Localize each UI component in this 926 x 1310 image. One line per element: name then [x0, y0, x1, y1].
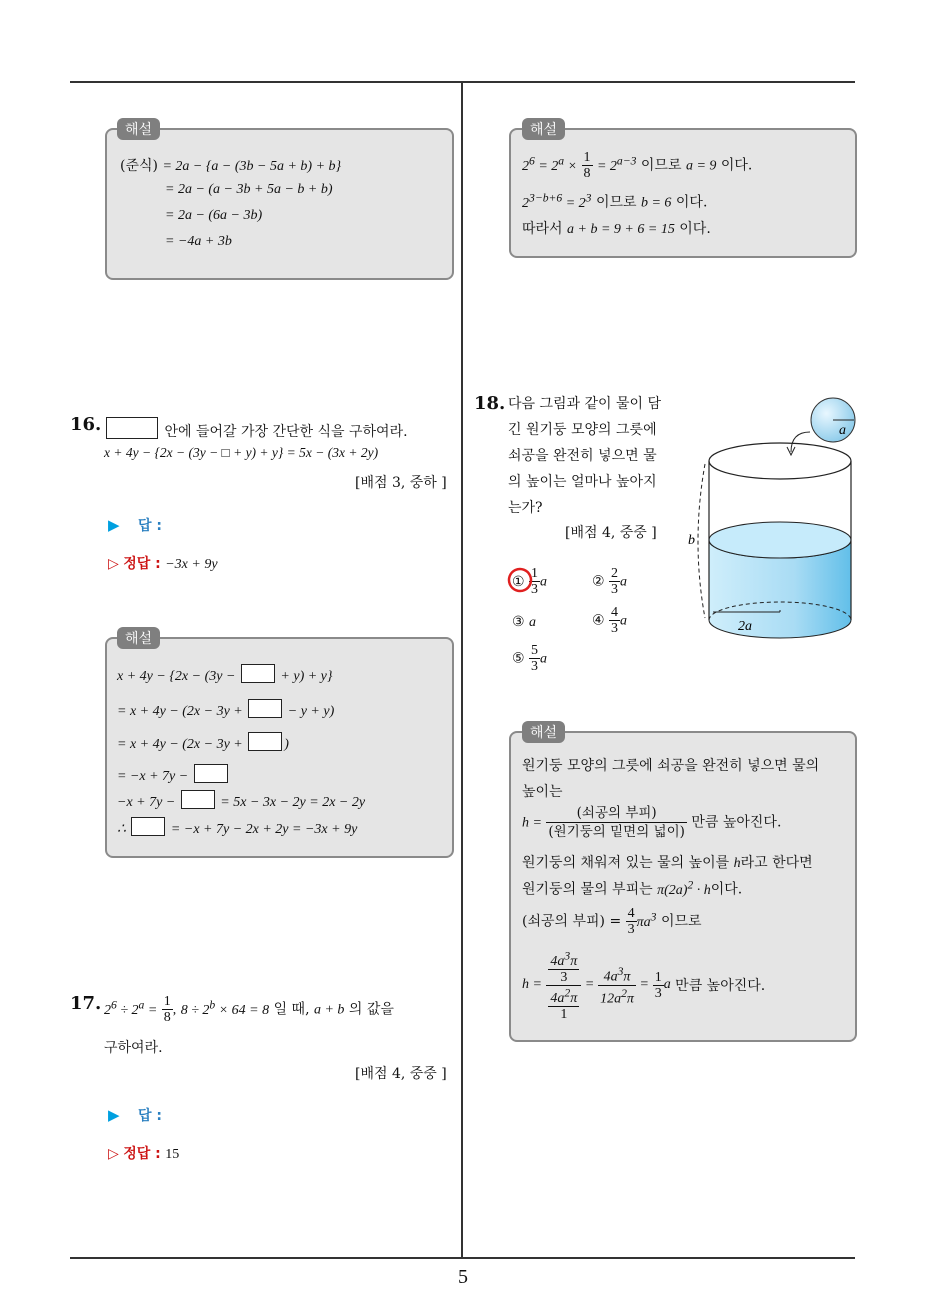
- question-equation: x + 4y − {2x − (3y − □ + y) + y} = 5x − (3x + 2y): [104, 445, 379, 460]
- solution-line: $2^{3-b+6} = 2^3$ 이므로 b = 6 이다.: [522, 191, 708, 211]
- solution-line: (준식) = 2a − {a − (3b − 5a + b) + b}: [120, 158, 342, 174]
- choice-4[interactable]: ④ $\frac{4}{3}$ a: [592, 605, 628, 636]
- solution-line: = 2a − (a − 3b + 5a − b + b): [165, 182, 333, 197]
- solution-line: −x + 7y − = 5x − 3x − 2y = 2x − 2y: [117, 790, 365, 811]
- solution-tag: 해설: [522, 721, 565, 743]
- triangle-icon: ▷: [108, 1146, 119, 1162]
- question-text: 다음 그림과 같이 물이 담 긴 원기둥 모양의 그릇에 쇠공을 완전히 넣으면 물 의 높이는 얼마나 높아지 는가?: [508, 396, 662, 516]
- solution-line: 원기둥 모양의 그릇에 쇠공을 완전히 넣으면 물의: [522, 758, 820, 774]
- arrow-icon: ▶: [108, 516, 120, 534]
- arrow-icon: ▶: [108, 1106, 120, 1124]
- solution-prefix: (준식): [120, 158, 158, 174]
- bottom-rule: [70, 1257, 855, 1259]
- answer-row: ▶ 답 :: [108, 1106, 162, 1124]
- solution-line: ∴ = −x + 7y − 2x + 2y = −3x + 9y: [117, 817, 357, 838]
- solution-line: 원기둥의 물의 부피는 $\pi(2a)^2 \cdot h$이다.: [522, 878, 743, 898]
- page-number: 5: [458, 1266, 468, 1288]
- solution-line: 따라서 a + b = 9 + 6 = 15 이다.: [522, 221, 711, 237]
- solution-tag: 해설: [117, 118, 160, 140]
- choice-3[interactable]: ③ a: [512, 614, 537, 630]
- correct-answer-row: ▷ 정답 : 15: [108, 1146, 180, 1162]
- solution-line: $2^6 = 2^a$ × $\frac{1}{8}$ = $2^{a-3}$ 이므로 a = 9 이다.: [522, 150, 753, 181]
- solution-line: = −x + 7y −: [117, 764, 230, 785]
- question-text: 구하여라.: [104, 1040, 163, 1056]
- solution-line: h = $\frac{\frac{4a^3\pi}{3}}{\frac{4a^2\pi}{1}}$ = $\frac{4a^3\pi}{12a^2\pi}$ = $\frac{1}{3}$ a 만큼 높아진다.: [522, 949, 766, 1023]
- solution-line: = 2a − (6a − 3b): [165, 208, 263, 223]
- answer-row: ▶ 답 :: [108, 516, 162, 534]
- cylinder-figure: [683, 392, 863, 652]
- blank-box: [106, 417, 158, 439]
- solution-line: x + 4y − {2x − (3y − + y) + y}: [117, 664, 333, 685]
- label-2a: 2a: [738, 619, 752, 634]
- choice-5[interactable]: ⑤ $\frac{5}{3}$ a: [512, 643, 548, 674]
- solution-line: = −4a + 3b: [165, 234, 232, 249]
- label-a: a: [839, 423, 846, 438]
- question-meta: [배점 4, 중중 ]: [565, 525, 657, 541]
- choice-1[interactable]: ① $\frac{1}{3}$ a: [512, 566, 548, 597]
- label-b: b: [688, 533, 695, 548]
- solution-line: 원기둥의 채워져 있는 물의 높이를 h라고 한다면: [522, 855, 813, 871]
- solution-line: (쇠공의 부피) = $\frac{4}{3}$ $\pi a^3$ 이므로: [522, 906, 702, 937]
- choice-2[interactable]: ② $\frac{2}{3}$ a: [592, 566, 628, 597]
- solution-tag: 해설: [117, 627, 160, 649]
- solution-line: = x + 4y − (2x − 3y + − y + y): [117, 699, 334, 720]
- question-text: 안에 들어갈 가장 간단한 식을 구하여라.: [104, 417, 408, 441]
- solution-line: = x + 4y − (2x − 3y + ): [117, 732, 289, 753]
- solution-tag: 해설: [522, 118, 565, 140]
- question-number: 17.: [70, 993, 102, 1014]
- question-text: $2^6 \div 2^a$ = $\frac{1}{8}$ , $8 \div 2^b \times 64 = 8$ 일 때, a + b 의 값을: [104, 994, 394, 1025]
- question-number: 18.: [474, 393, 506, 414]
- solution-line: h = $\frac{\text{(쇠공의 부피)}}{\text{(원기둥의 밑면의 넓이)}}$ 만큼 높아진다.: [522, 805, 782, 840]
- solution-box-top-left: [105, 128, 454, 280]
- solution-line: 높이는: [522, 784, 563, 800]
- question-number: 16.: [70, 414, 102, 435]
- column-divider: [461, 83, 463, 1257]
- question-meta: [배점 4, 중중 ]: [355, 1066, 447, 1082]
- selected-circle-icon: [506, 566, 534, 594]
- correct-answer-row: ▷ 정답 : −3x + 9y: [108, 556, 218, 572]
- question-meta: [배점 3, 중하 ]: [355, 475, 447, 491]
- triangle-icon: ▷: [108, 556, 119, 572]
